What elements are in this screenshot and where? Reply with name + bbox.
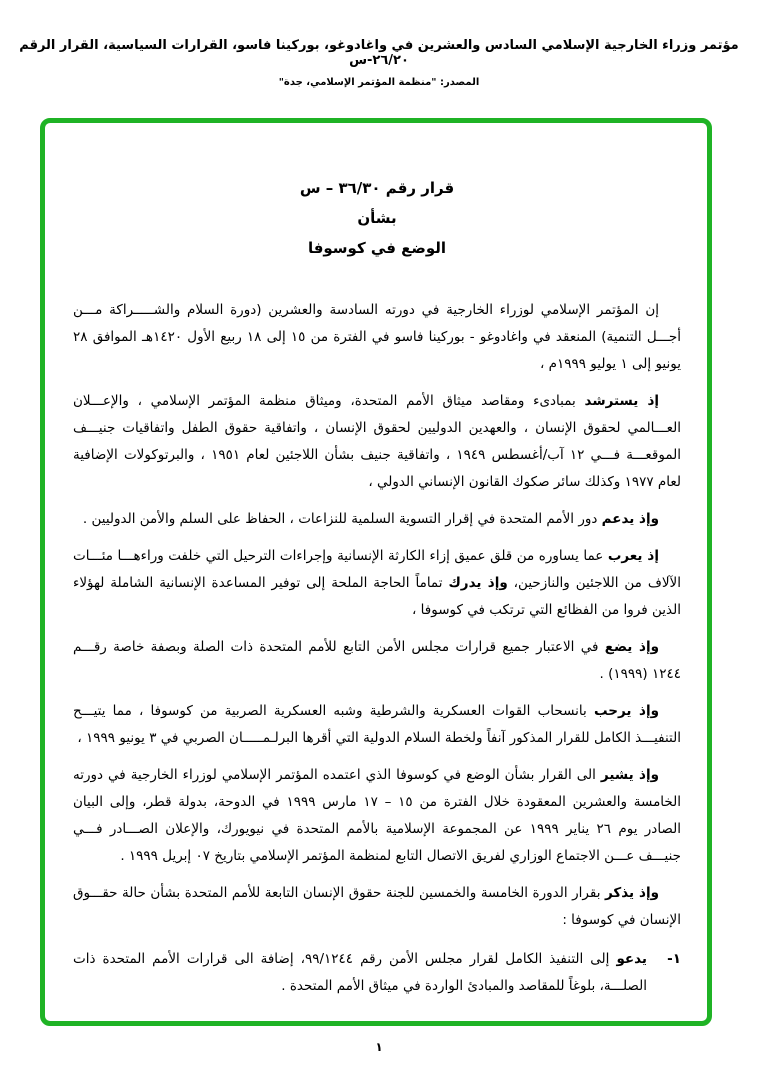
lead-in-phrase: وإذ يدعم [601,511,659,527]
numbered-item [73,946,681,1000]
resolution-number-title: قرار رقم ٣٦/٣٠ – س [299,179,455,197]
paragraph [73,634,681,688]
title-regarding: بشأن [357,209,397,227]
document-content [45,123,707,1000]
paragraph [73,506,681,533]
citation-header [0,38,758,88]
lead-in-phrase: وإذ يرحب [593,703,660,719]
lead-in-phrase: وإذ يدرك [448,575,508,591]
lead-in-phrase: وإذ يذكر [604,885,659,901]
paragraph-text: بمبادىء ومقاصد ميثاق الأمم المتحدة، وميثاق منظمة المؤتمر الإسلامي ، والإعـــلان العـــالمي لحقوق الإنسان ، والعهدين الدوليين لحقوق الإنسان ، واتفاقية حقوق الطفل واتفاقيات جنيـــف الموقعـــة فـــي ١٢ آب/أغسطس ١٩٤٩ ، واتفاقية جنيف بشأن اللاجئين لعام ١٩٥١ ، والبرتوكولات الإضافية لعام ١٩٧٧ وكذلك سائر صكوك القانون الإنساني الدولي ، [73,393,681,490]
item-text [73,946,647,1000]
paragraph [73,880,681,934]
paragraph [73,698,681,752]
paragraph-text: الى القرار بشأن الوضع في كوسوفا الذي اعتمده المؤتمر الإسلامي لوزراء الخارجية في دورته الخامسة والعشرين المعقودة خلال الفترة من ١٥ – ١٧ مارس ١٩٩٩ في الدوحة، بدولة قطر، وإلى البيان الصادر يوم ٢٦ يناير ١٩٩٩ عن المجموعة الإسلامية بالأمم المتحدة في نيويورك، والإعلان الصـــادر فـــي جنيـــف عـــن الاجتماع الوزاري لفريق الاتصال التابع لمنظمة المؤتمر الإسلامي بتاريخ ٠٧ إبريل ١٩٩٩ . [73,767,682,864]
paragraph-text: تماماً الحاجة الملحة إلى توفير المساعدة الإنسانية الشاملة لهؤلاء الذين فروا من الفظائع التي ترتكب في كوسوفا ، [73,575,681,618]
paragraph-text: في الاعتبار جميع قرارات مجلس الأمن التابع للأمم المتحدة ذات الصلة وبصفة خاصة رقـــم ١٢٤٤ (١٩٩٩) . [73,639,681,682]
paragraph-text: عما يساوره من قلق عميق إزاء الكارثة الإنسانية وإجراءات الترحيل التي خلفت وراءهـــا مئـــات الآلاف من اللاجئين والنازحين، [73,548,681,591]
paragraph-text: دور الأمم المتحدة في إقرار التسوية السلمية للنزاعات ، الحفاظ على السلم والأمن الدوليين . [82,511,602,527]
lead-in-phrase: وإذ يضع [604,639,659,655]
numbered-items [73,946,681,1000]
paragraph [73,388,681,496]
lead-in-phrase: وإذ يشير [600,767,659,783]
page-number: ١ [375,1040,383,1054]
document-frame [40,118,712,1026]
item-number: ١- [667,951,681,967]
paragraph-text: إلى التنفيذ الكامل لقرار مجلس الأمن رقم ٩٩/١٢٤٤، إضافة الى قرارات الأمم المتحدة ذات الصلـــة، بلوغاً للمقاصد والمبادئ الواردة في ميثاق الأمم المتحدة . [73,951,647,994]
lead-in-phrase: إذ يعرب [607,548,659,564]
paragraph [73,297,681,378]
paragraph-text: بانسحاب القوات العسكرية والشرطية وشبه العسكرية الصربية من كوسوفا ، مما يتيـــح التنفيـــذ الكامل للقرار المذكور آنفاً ولخطة السلام الدولية التي أقرها البرلـمـــــان الصربي في ٣ يونيو ١٩٩٩ ، [73,703,681,746]
lead-in-phrase: يدعو [616,951,647,967]
title-subject: الوضع في كوسوفا [307,239,447,257]
paragraphs [73,297,681,934]
title-block [73,173,681,263]
citation-line: مؤتمر وزراء الخارجية الإسلامي السادس والعشرين في واغادوغو، بوركينا فاسو، القرارات السياسية، القرار الرقم ٢٦/٢٠-س [19,38,739,68]
lead-in-phrase: إذ يسترشد [584,393,660,409]
paragraph [73,543,681,624]
paragraph-text: بقرار الدورة الخامسة والخمسين للجنة حقوق الإنسان التابعة للأمم المتحدة بشأن حالة حقـــوق الإنسان في كوسوفا : [73,885,681,928]
source-line: المصدر: "منظمة المؤتمر الإسلامي، جدة" [278,77,480,88]
paragraph [73,762,681,870]
paragraph-text: إن المؤتمر الإسلامي لوزراء الخارجية في دورته السادسة والعشرين (دورة السلام والشـــــراكة مـــن أجـــل التنمية) المنعقد في واغادوغو - بوركينا فاسو في الفترة من ١٥ إلى ١٨ ربيع الأول ١٤٢٠هـ الموافق ٢٨ يونيو إلى ١ يوليو ١٩٩٩م ، [73,302,682,372]
